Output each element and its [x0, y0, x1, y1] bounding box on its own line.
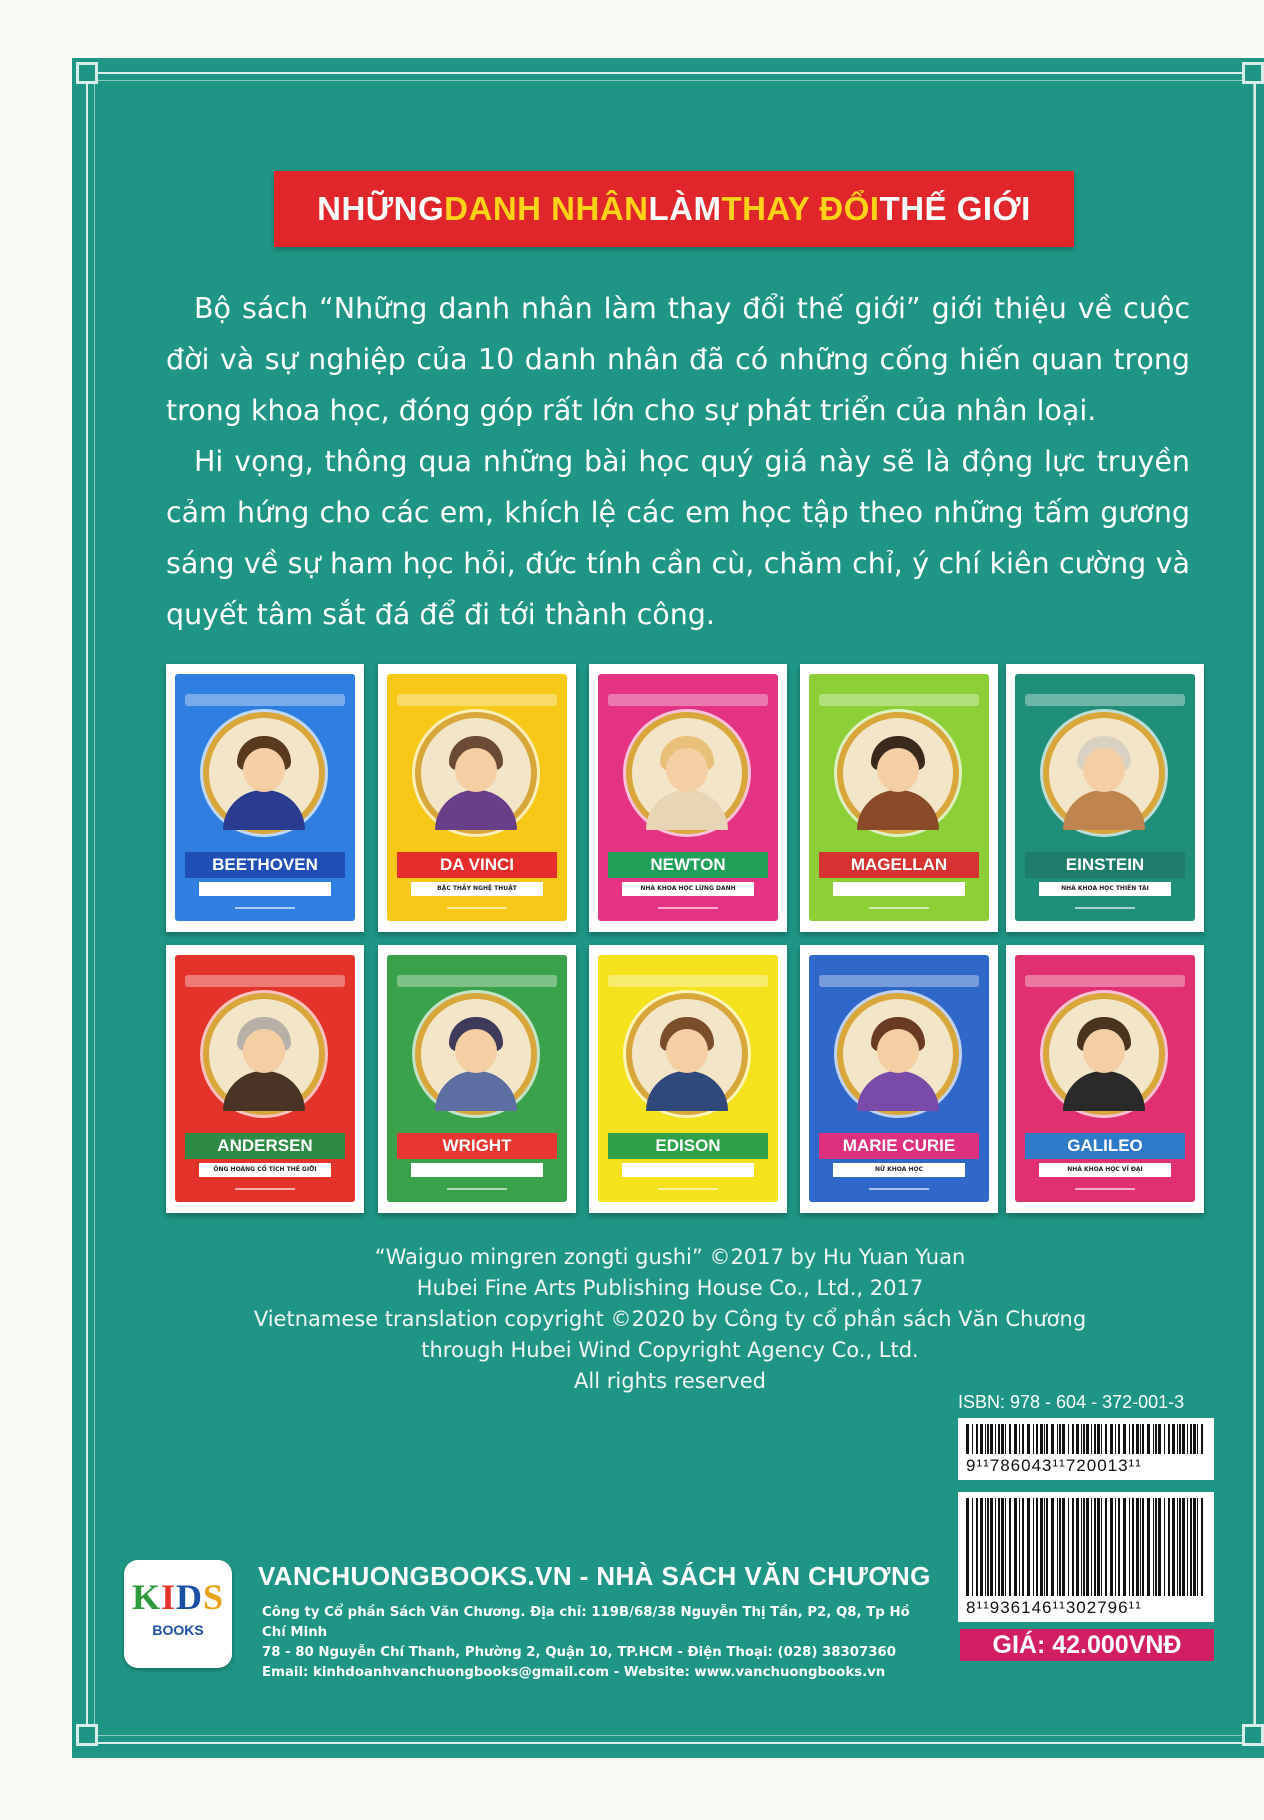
book-cover-marie-curie — [800, 945, 998, 1213]
banner-text-2: DANH NHÂN — [444, 190, 649, 227]
book-cover-newton — [589, 664, 787, 932]
book-subtitle — [833, 882, 965, 896]
book-cover-art — [809, 674, 989, 921]
banner-text-1: NHỮNG — [317, 190, 445, 227]
book-cover-da-vinci — [378, 664, 576, 932]
book-series-label — [608, 975, 768, 987]
book-series-label — [397, 975, 557, 987]
portrait-illustration — [1043, 993, 1165, 1115]
frame-corner-ornament — [1242, 62, 1264, 84]
book-title: EDISON — [608, 1133, 768, 1159]
book-subtitle: NHÀ KHOA HỌC THIÊN TÀI — [1039, 882, 1171, 896]
book-series-label — [185, 975, 345, 987]
book-title: DA VINCI — [397, 852, 557, 878]
book-cover-wright — [378, 945, 576, 1213]
book-title: GALILEO — [1025, 1133, 1185, 1159]
book-series-label — [608, 694, 768, 706]
frame-corner-ornament — [76, 1724, 98, 1746]
book-cover-art — [598, 955, 778, 1202]
book-subtitle: NỮ KHOA HỌC — [833, 1163, 965, 1177]
publisher-address: Công ty Cổ phần Sách Văn Chương. Địa chỉ: 119B/68/38 Nguyễn Thị Tần, P2, Q8, Tp Hồ Chí Minh — [262, 1605, 910, 1640]
credit-line: “Waiguo mingren zongti gushi” ©2017 by Hu Yuan Yuan — [374, 1245, 966, 1269]
frame-corner-ornament — [1242, 1724, 1264, 1746]
copyright-credits — [240, 1242, 1100, 1397]
book-title: BEETHOVEN — [185, 852, 345, 878]
portrait-illustration — [1043, 712, 1165, 834]
banner-text-4: THAY ĐỔI — [721, 190, 880, 227]
portrait-illustration — [837, 993, 959, 1115]
price-barcode — [958, 1492, 1214, 1622]
portrait-illustration — [203, 712, 325, 834]
isbn-barcode — [958, 1418, 1214, 1480]
book-title: NEWTON — [608, 852, 768, 878]
book-title: MARIE CURIE — [819, 1133, 979, 1159]
portrait-illustration — [626, 712, 748, 834]
credit-line: Vietnamese translation copyright ©2020 by Công ty cổ phần sách Văn Chương — [253, 1307, 1087, 1331]
intro-paragraph-1: Bộ sách “Những danh nhân làm thay đổi thế giới” giới thiệu về cuộc đời và sự nghiệp của 10 danh nhân đã có những cống hiến quan trọng trong khoa học, đóng góp rất lớn cho sự phát triển của nhân loại. — [166, 292, 1190, 427]
book-title: EINSTEIN — [1025, 852, 1185, 878]
intro-text — [166, 283, 1190, 640]
book-cover-einstein — [1006, 664, 1204, 932]
book-cover-art — [387, 674, 567, 921]
book-cover-edison — [589, 945, 787, 1213]
book-cover-andersen — [166, 945, 364, 1213]
logo-kids-text: KIDS — [131, 1577, 225, 1617]
book-subtitle: ÔNG HOÀNG CỔ TÍCH THẾ GIỚI — [199, 1163, 331, 1177]
portrait-illustration — [415, 993, 537, 1115]
book-subtitle — [622, 1163, 754, 1177]
portrait-illustration — [626, 993, 748, 1115]
book-title: MAGELLAN — [819, 852, 979, 878]
banner-text-3: LÀM — [648, 190, 722, 227]
publisher-address-2: 78 - 80 Nguyễn Chí Thanh, Phường 2, Quận 10, TP.HCM - Điện Thoại: (028) 38307360 — [262, 1645, 897, 1660]
series-title-banner — [274, 171, 1074, 247]
book-cover-art — [1015, 955, 1195, 1202]
kids-books-logo — [124, 1560, 232, 1668]
book-series-label — [397, 694, 557, 706]
logo-books-text: BOOKS — [152, 1622, 204, 1638]
book-subtitle — [411, 1163, 543, 1177]
book-subtitle: BẬC THẦY NGHỆ THUẬT — [411, 882, 543, 896]
book-series-label — [185, 694, 345, 706]
publisher-title: VANCHUONGBOOKS.VN - NHÀ SÁCH VĂN CHƯƠNG — [258, 1561, 931, 1591]
frame-corner-ornament — [76, 62, 98, 84]
book-subtitle: NHÀ KHOA HỌC LỪNG DANH — [622, 882, 754, 896]
book-cover-art — [387, 955, 567, 1202]
book-series-label — [1025, 975, 1185, 987]
book-title: ANDERSEN — [185, 1133, 345, 1159]
barcode-bars — [966, 1498, 1206, 1596]
banner-text-5: THẾ GIỚI — [879, 190, 1031, 227]
book-subtitle: NHÀ KHOA HỌC VĨ ĐẠI — [1039, 1163, 1171, 1177]
book-series-label — [1025, 694, 1185, 706]
price-tag: GIÁ: 42.000VNĐ — [960, 1629, 1214, 1661]
book-title: WRIGHT — [397, 1133, 557, 1159]
book-cover-galileo — [1006, 945, 1204, 1213]
credit-line: through Hubei Wind Copyright Agency Co., Ltd. — [421, 1338, 919, 1362]
credit-line: All rights reserved — [574, 1369, 766, 1393]
isbn-label: ISBN: 978 - 604 - 372-001-3 — [958, 1392, 1185, 1412]
book-cover-art — [175, 955, 355, 1202]
book-cover-art — [809, 955, 989, 1202]
book-cover-art — [1015, 674, 1195, 921]
book-series-label — [819, 694, 979, 706]
price-barcode-digits: 8¹¹936146¹¹302796¹¹ — [966, 1598, 1142, 1617]
book-subtitle — [199, 882, 331, 896]
credit-line: Hubei Fine Arts Publishing House Co., Ltd., 2017 — [416, 1276, 924, 1300]
portrait-illustration — [415, 712, 537, 834]
publisher-contact: Email: kinhdoanhvanchuongbooks@gmail.com - Website: www.vanchuongbooks.vn — [262, 1665, 886, 1680]
book-cover-art — [175, 674, 355, 921]
isbn-barcode-digits: 9¹¹786043¹¹720013¹¹ — [966, 1456, 1142, 1475]
portrait-illustration — [203, 993, 325, 1115]
publisher-info — [262, 1603, 922, 1683]
portrait-illustration — [837, 712, 959, 834]
book-cover-beethoven — [166, 664, 364, 932]
intro-paragraph-2: Hi vọng, thông qua những bài học quý giá này sẽ là động lực truyền cảm hứng cho các em, khích lệ các em học tập theo những tấm gương sáng về sự ham học hỏi, đức tính cần cù, chăm chỉ, ý chí kiên cường và quyết tâm sắt đá để đi tới thành công. — [166, 445, 1190, 631]
book-series-label — [819, 975, 979, 987]
book-cover-magellan — [800, 664, 998, 932]
book-cover-art — [598, 674, 778, 921]
barcode-bars — [966, 1424, 1206, 1454]
